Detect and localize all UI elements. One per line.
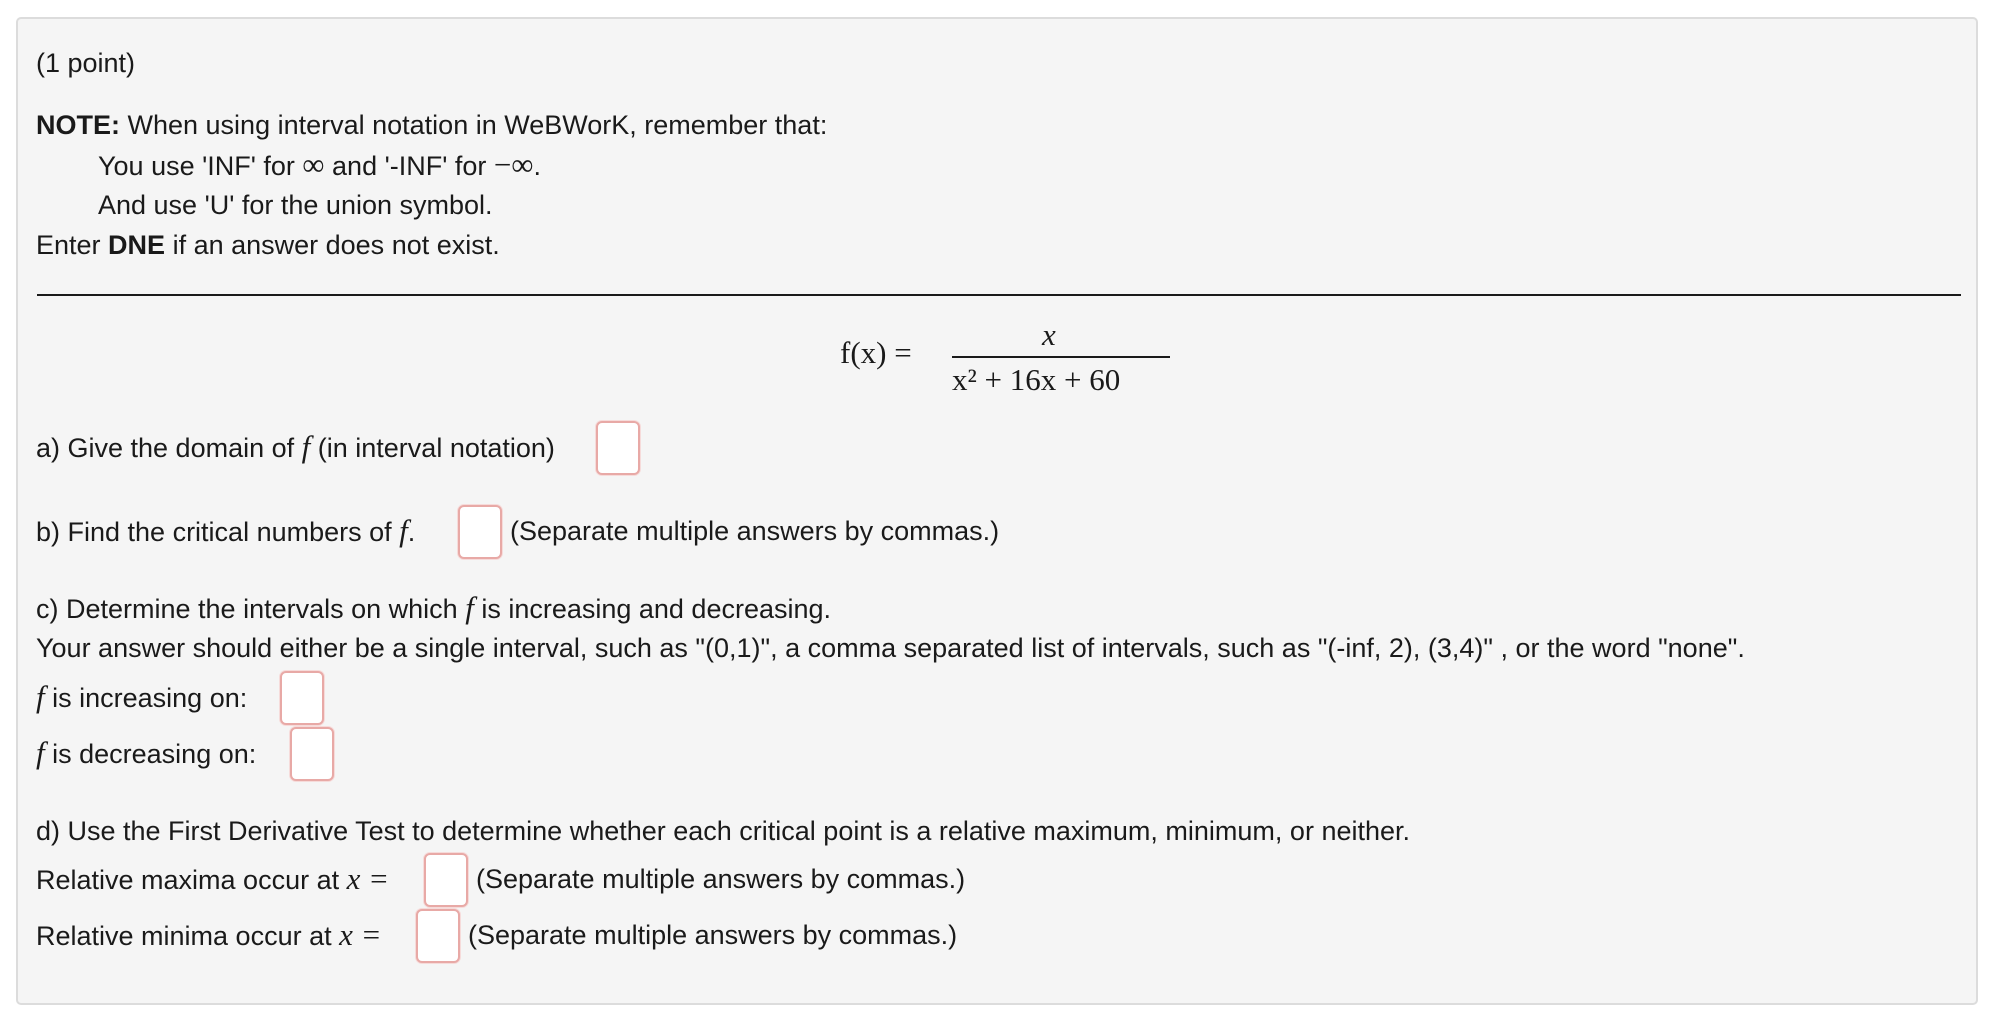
minima-variable: x = [339, 917, 382, 952]
formula-numerator: x [1042, 317, 1056, 352]
increasing-label-text: is increasing on: [44, 683, 248, 713]
part-a-question [36, 431, 555, 464]
note-inf-line [98, 149, 541, 182]
note-neginf-text: and '-INF' for [324, 151, 494, 181]
dne-prefix: Enter [36, 230, 109, 260]
function-symbol: f [399, 513, 408, 548]
maxima-hint: (Separate multiple answers by commas.) [476, 864, 966, 894]
increasing-label [36, 681, 247, 714]
part-c-question [36, 592, 831, 625]
domain-answer-input[interactable] [596, 421, 640, 475]
note-label: NOTE: [36, 110, 120, 140]
part-d-intro: d) Use the First Derivative Test to determine whether each critical point is a relative maximum, minimum, or neither. [36, 816, 1411, 846]
point-value: (1 point) [36, 48, 136, 78]
function-symbol: f [301, 429, 311, 464]
increasing-interval-input[interactable] [280, 671, 324, 725]
part-b-period: . [407, 517, 416, 547]
formula-denominator: x² + 16x + 60 [952, 362, 1121, 397]
critical-numbers-input[interactable] [458, 505, 502, 559]
decreasing-interval-input[interactable] [290, 727, 334, 781]
note-dne-line [36, 229, 500, 261]
relative-maxima-input[interactable] [424, 853, 468, 907]
neg-infinity-symbol: −∞ [493, 147, 534, 182]
formula-lhs: f(x) = [840, 335, 912, 370]
dne-suffix: if an answer does not exist. [165, 230, 500, 260]
note-union-line: And use 'U' for the union symbol. [98, 190, 493, 220]
function-symbol: f [36, 679, 45, 714]
minima-label-text: Relative minima occur at [36, 921, 340, 951]
note-line [36, 109, 827, 141]
problem-panel [16, 17, 1978, 1005]
note-inf-text: You use 'INF' for [98, 151, 303, 181]
part-b-prefix: b) Find the critical numbers of [36, 517, 400, 547]
part-c-suffix: is increasing and decreasing. [473, 594, 832, 624]
part-a-prefix: a) Give the domain of [36, 433, 302, 463]
section-divider [37, 294, 1961, 296]
function-symbol: f [36, 735, 45, 770]
maxima-variable: x = [346, 861, 390, 896]
decreasing-label [36, 737, 256, 770]
part-c-instructions: Your answer should either be a single interval, such as "(0,1)", a comma separated list of intervals, such as "(-inf, 2), (3,4)" , or the word "none". [36, 633, 1745, 663]
note-text: When using interval notation in WeBWorK, remember that: [120, 110, 828, 140]
maxima-label [36, 863, 389, 896]
fraction-bar [952, 356, 1170, 358]
note-period: . [533, 151, 541, 181]
decreasing-label-text: is decreasing on: [44, 739, 257, 769]
part-a-suffix: (in interval notation) [310, 433, 555, 463]
minima-label [36, 919, 382, 952]
infinity-symbol: ∞ [302, 147, 325, 182]
minima-hint: (Separate multiple answers by commas.) [468, 920, 958, 950]
relative-minima-input[interactable] [416, 909, 460, 963]
maxima-label-text: Relative maxima occur at [36, 865, 347, 895]
part-b-question [36, 515, 415, 548]
part-c-prefix: c) Determine the intervals on which [36, 594, 466, 624]
part-b-hint: (Separate multiple answers by commas.) [510, 516, 1000, 546]
dne-keyword: DNE [108, 230, 166, 260]
function-symbol: f [465, 590, 474, 625]
